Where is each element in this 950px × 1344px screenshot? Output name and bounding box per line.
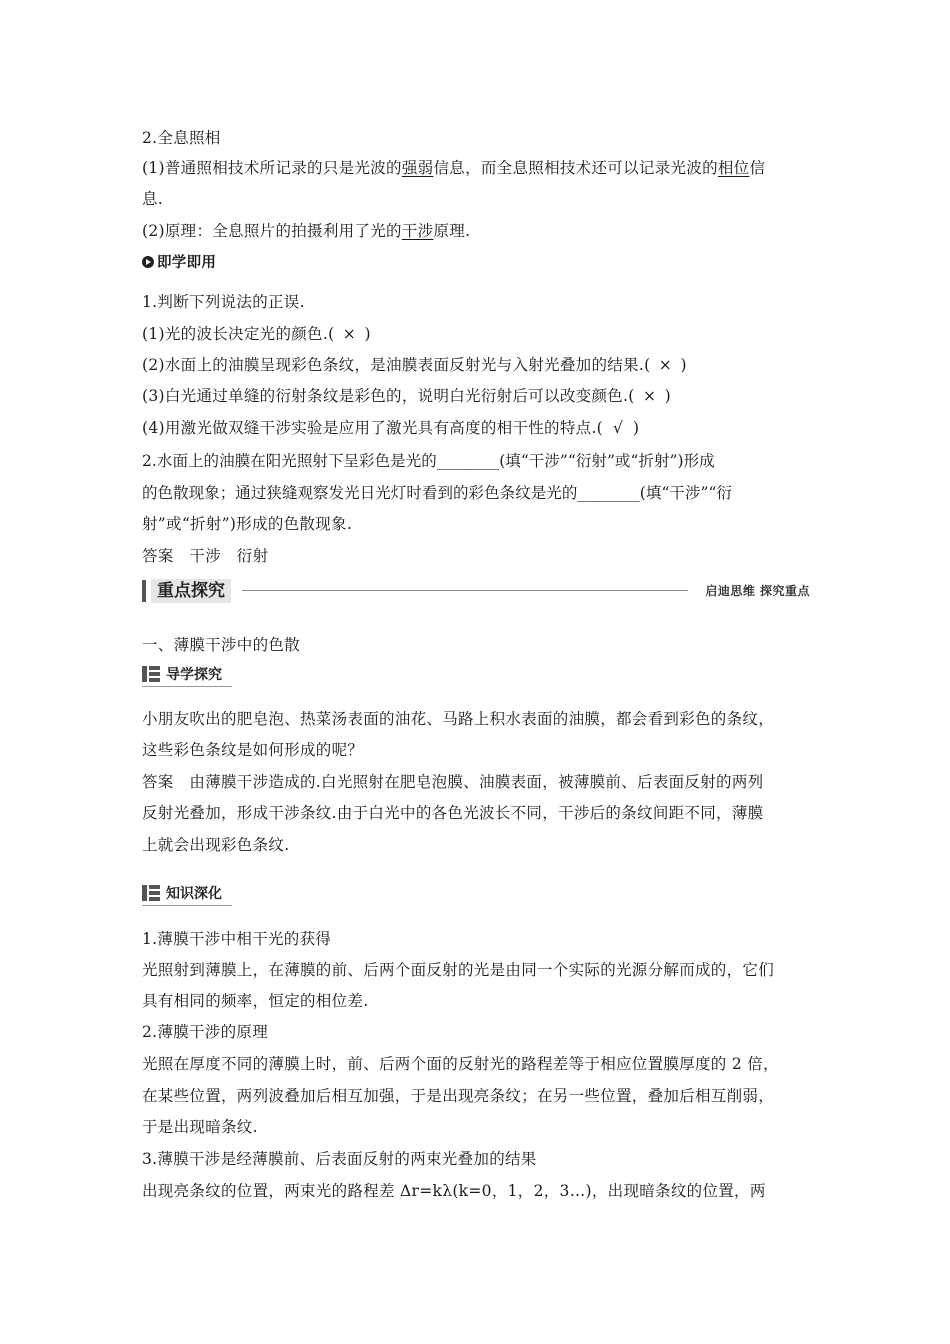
judge-item-1 — [142, 324, 371, 344]
subhead-knowledge-deepening-text: 知识深化 — [166, 886, 222, 902]
judge-item-2 — [142, 355, 687, 375]
banner-rule — [242, 590, 688, 591]
banner-right-text: 启迪思维 探究重点 — [705, 584, 810, 598]
knowledge-3-title: 3.薄膜干涉是经薄膜前、后表面反射的两束光叠加的结果 — [142, 1150, 537, 1168]
list-block-icon — [142, 885, 160, 901]
practice-heading — [142, 252, 216, 273]
knowledge-2-title: 2.薄膜干涉的原理 — [142, 1023, 268, 1041]
knowledge-3-line-1: 出现亮条纹的位置，两束光的路程差 Δr=kλ(k=0，1，2，3…)，出现暗条纹的位置，两 — [142, 1182, 766, 1200]
judge-item-text: (4)用激光做双缝干涉实验是应用了激光具有高度的相干性的特点.( — [142, 419, 604, 437]
judge-item-text: (1)光的波长决定光的颜色.( — [142, 325, 335, 343]
subhead-underline — [142, 905, 232, 906]
holography-p1-cont: 息. — [142, 190, 164, 208]
holography-p1-mid: 信息，而全息照相技术还可以记录光波的 — [433, 159, 718, 177]
practice-q2-line-2: 的色散现象；通过狭缝观察发光日光灯时看到的彩色条纹是光的________(填“干涉”“衍 — [142, 484, 733, 502]
section-banner — [142, 578, 810, 604]
judge-mark: × — [658, 356, 673, 374]
inquiry-question-line-2: 这些彩色条纹是如何形成的呢？ — [142, 741, 364, 759]
judge-item-3 — [142, 386, 671, 406]
knowledge-2-line-3: 于是出现暗条纹. — [142, 1118, 258, 1136]
judge-mark: √ — [612, 419, 624, 437]
judge-mark: × — [642, 387, 657, 405]
holography-p1-post: 信 — [749, 159, 766, 177]
practice-q2-line-1: 2.水面上的油膜在阳光照射下呈彩色是光的________(填“干涉”“衍射”或“折射”)形成 — [142, 452, 715, 470]
judge-mark: × — [342, 325, 357, 343]
judge-item-text: (2)水面上的油膜呈现彩色条纹，是油膜表面反射光与入射光叠加的结果.( — [142, 356, 651, 374]
holography-p1 — [142, 158, 765, 178]
knowledge-1-line-1: 光照射到薄膜上，在薄膜的前、后两个面反射的光是由同一个实际的光源分解而成的，它们 — [142, 961, 775, 979]
list-block-icon — [142, 666, 160, 682]
practice-q2-line-3: 射”或“折射”)形成的色散现象. — [142, 515, 353, 533]
subhead-guided-inquiry — [142, 663, 232, 685]
knowledge-1-line-2: 具有相同的频率，恒定的相位差. — [142, 992, 369, 1010]
subhead-knowledge-deepening — [142, 882, 232, 904]
knowledge-2-line-2: 在某些位置，两列波叠加后相互加强，于是出现亮条纹；在另一些位置，叠加后相互削弱， — [142, 1087, 775, 1105]
inquiry-question-line-1: 小朋友吹出的肥皂泡、热菜汤表面的油花、马路上积水表面的油膜，都会看到彩色的条纹， — [142, 710, 775, 728]
holography-p1-pre: (1)普通照相技术所记录的只是光波的 — [142, 159, 402, 177]
subhead-underline — [142, 686, 232, 687]
practice-answer: 答案 干涉 衍射 — [142, 547, 269, 565]
holography-p1-underline-1: 强弱 — [401, 159, 434, 177]
judge-close: ) — [680, 356, 687, 374]
judge-close: ) — [633, 419, 640, 437]
practice-q1: 1.判断下列说法的正误. — [142, 293, 305, 311]
judge-item-4 — [142, 418, 639, 438]
holography-p2-post: 原理. — [433, 222, 471, 240]
inquiry-answer-line-2: 反射光叠加，形成干涉条纹.由于白光中的各色光波长不同，干涉后的条纹间距不同，薄膜 — [142, 804, 764, 822]
holography-heading: 2.全息照相 — [142, 129, 221, 147]
play-circle-icon — [142, 256, 154, 268]
inquiry-answer-line-1: 答案 由薄膜干涉造成的.白光照射在肥皂泡膜、油膜表面，被薄膜前、后表面反射的两列 — [142, 773, 764, 791]
holography-p1-underline-2: 相位 — [717, 159, 750, 177]
judge-close: ) — [664, 387, 671, 405]
judge-close: ) — [364, 325, 371, 343]
knowledge-2-line-1: 光照在厚度不同的薄膜上时，前、后两个面的反射光的路程差等于相应位置膜厚度的 2 倍， — [142, 1055, 779, 1073]
subhead-guided-inquiry-text: 导学探究 — [166, 667, 222, 683]
holography-p2 — [142, 221, 470, 241]
holography-p2-pre: (2)原理：全息照片的拍摄利用了光的 — [142, 222, 402, 240]
holography-p2-underline: 干涉 — [401, 222, 434, 240]
inquiry-answer-line-3: 上就会出现彩色条纹. — [142, 836, 290, 854]
section1-title: 一、薄膜干涉中的色散 — [142, 636, 301, 654]
banner-title: 重点探究 — [151, 579, 231, 603]
knowledge-1-title: 1.薄膜干涉中相干光的获得 — [142, 930, 332, 948]
banner-bar — [142, 580, 146, 602]
judge-item-text: (3)白光通过单缝的衍射条纹是彩色的，说明白光衍射后可以改变颜色.( — [142, 387, 635, 405]
practice-heading-text: 即学即用 — [157, 255, 217, 271]
